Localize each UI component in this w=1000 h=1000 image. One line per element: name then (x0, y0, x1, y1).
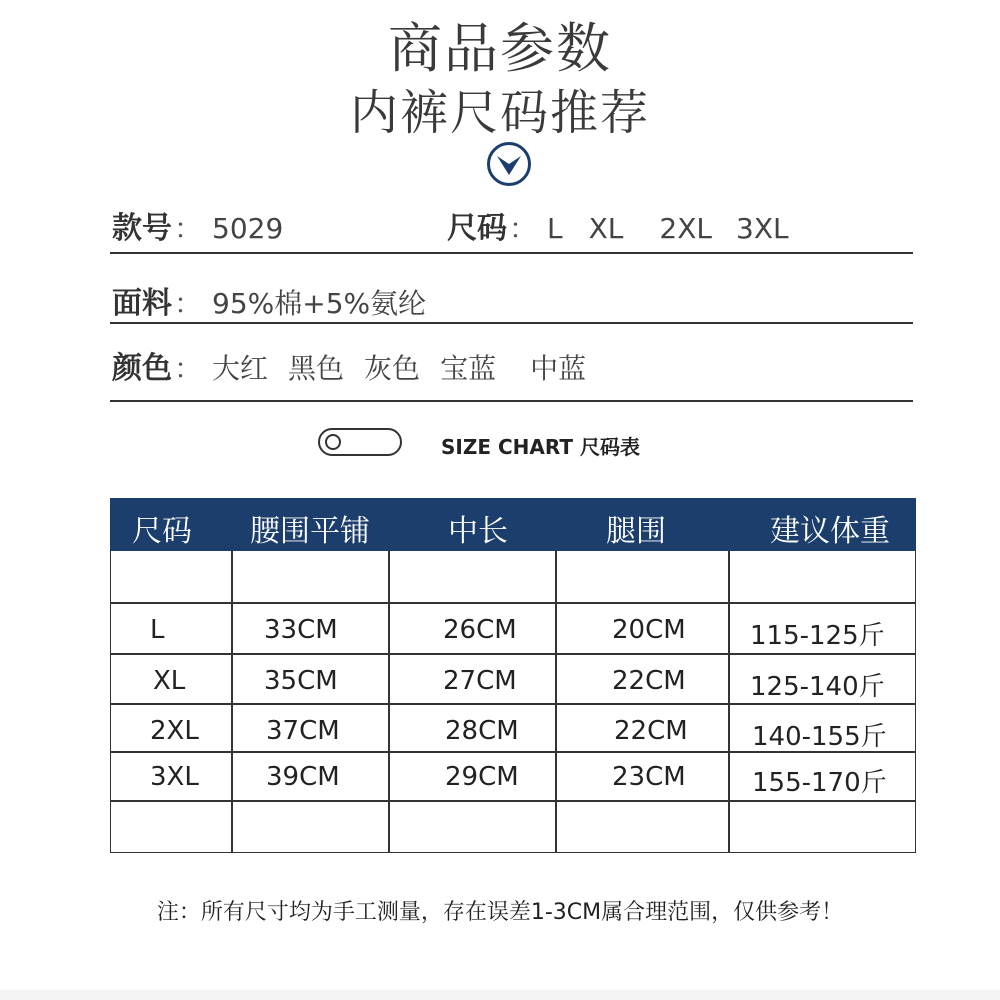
column-header: 建议体重 (770, 514, 890, 549)
table-cell: 39CM (266, 762, 340, 792)
table-cell: 115-125斤 (750, 621, 885, 651)
color-option: 大红 (212, 352, 269, 385)
column-header: 中长 (448, 514, 508, 549)
color-option: 黑色 (288, 352, 345, 385)
column-divider (388, 551, 390, 853)
color-label: 颜色 (112, 351, 172, 386)
table-cell: 35CM (264, 666, 338, 696)
separator: ： (174, 212, 203, 245)
style-number-label: 款号 (112, 211, 172, 246)
table-header (110, 498, 916, 551)
column-header: 尺码 (132, 514, 192, 549)
size-option: XL (588, 212, 624, 245)
table-cell: XL (153, 666, 186, 696)
table-cell: 22CM (612, 666, 686, 696)
table-cell: 140-155斤 (752, 722, 887, 752)
page-subtitle: 内裤尺码推荐 (349, 85, 650, 141)
table-cell: 33CM (264, 615, 338, 645)
toggle-switch-icon (318, 428, 402, 456)
color-option: 中蓝 (530, 352, 587, 385)
fabric-row (112, 278, 426, 322)
column-header: 腿围 (606, 514, 666, 549)
size-row (447, 203, 789, 247)
footnote: 注：所有尺寸均为手工测量，存在误差1-3CM属合理范围，仅供参考！ (156, 900, 844, 925)
table-cell: 26CM (443, 615, 517, 645)
size-option: L (547, 212, 563, 245)
divider (110, 252, 913, 254)
table-cell: 29CM (445, 762, 519, 792)
table-cell: 22CM (614, 716, 688, 746)
separator: ： (509, 212, 538, 245)
column-divider (231, 551, 233, 853)
table-cell: 20CM (612, 615, 686, 645)
table-cell: 3XL (150, 762, 199, 792)
style-number-value: 5029 (212, 212, 284, 245)
separator: ： (174, 287, 203, 320)
table-cell: 23CM (612, 762, 686, 792)
table-cell: 125-140斤 (750, 672, 885, 702)
table-cell: 28CM (445, 716, 519, 746)
table-cell: 37CM (266, 716, 340, 746)
table-cell: 27CM (443, 666, 517, 696)
size-chart-label: SIZE CHART 尺码表 (441, 435, 640, 459)
separator: ： (174, 352, 203, 385)
bottom-strip (0, 990, 1000, 1000)
table-cell: 155-170斤 (752, 768, 887, 798)
fabric-value: 95%棉+5%氨纶 (212, 287, 427, 320)
size-option: 2XL (659, 212, 713, 245)
size-option: 3XL (736, 212, 789, 245)
color-row (112, 343, 606, 387)
size-label: 尺码 (447, 211, 507, 246)
size-table (110, 498, 916, 854)
table-cell: 2XL (150, 716, 199, 746)
page-title: 商品参数 (388, 17, 612, 80)
table-cell: L (150, 615, 165, 645)
column-header: 腰围平铺 (250, 514, 370, 549)
style-number-row (112, 203, 283, 247)
color-option: 灰色 (364, 352, 421, 385)
divider (110, 400, 913, 402)
fabric-label: 面料 (112, 286, 172, 321)
color-option: 宝蓝 (440, 352, 497, 385)
chevron-down-circle-icon (486, 141, 532, 187)
divider (110, 322, 913, 324)
column-divider (728, 551, 730, 853)
column-divider (555, 551, 557, 853)
